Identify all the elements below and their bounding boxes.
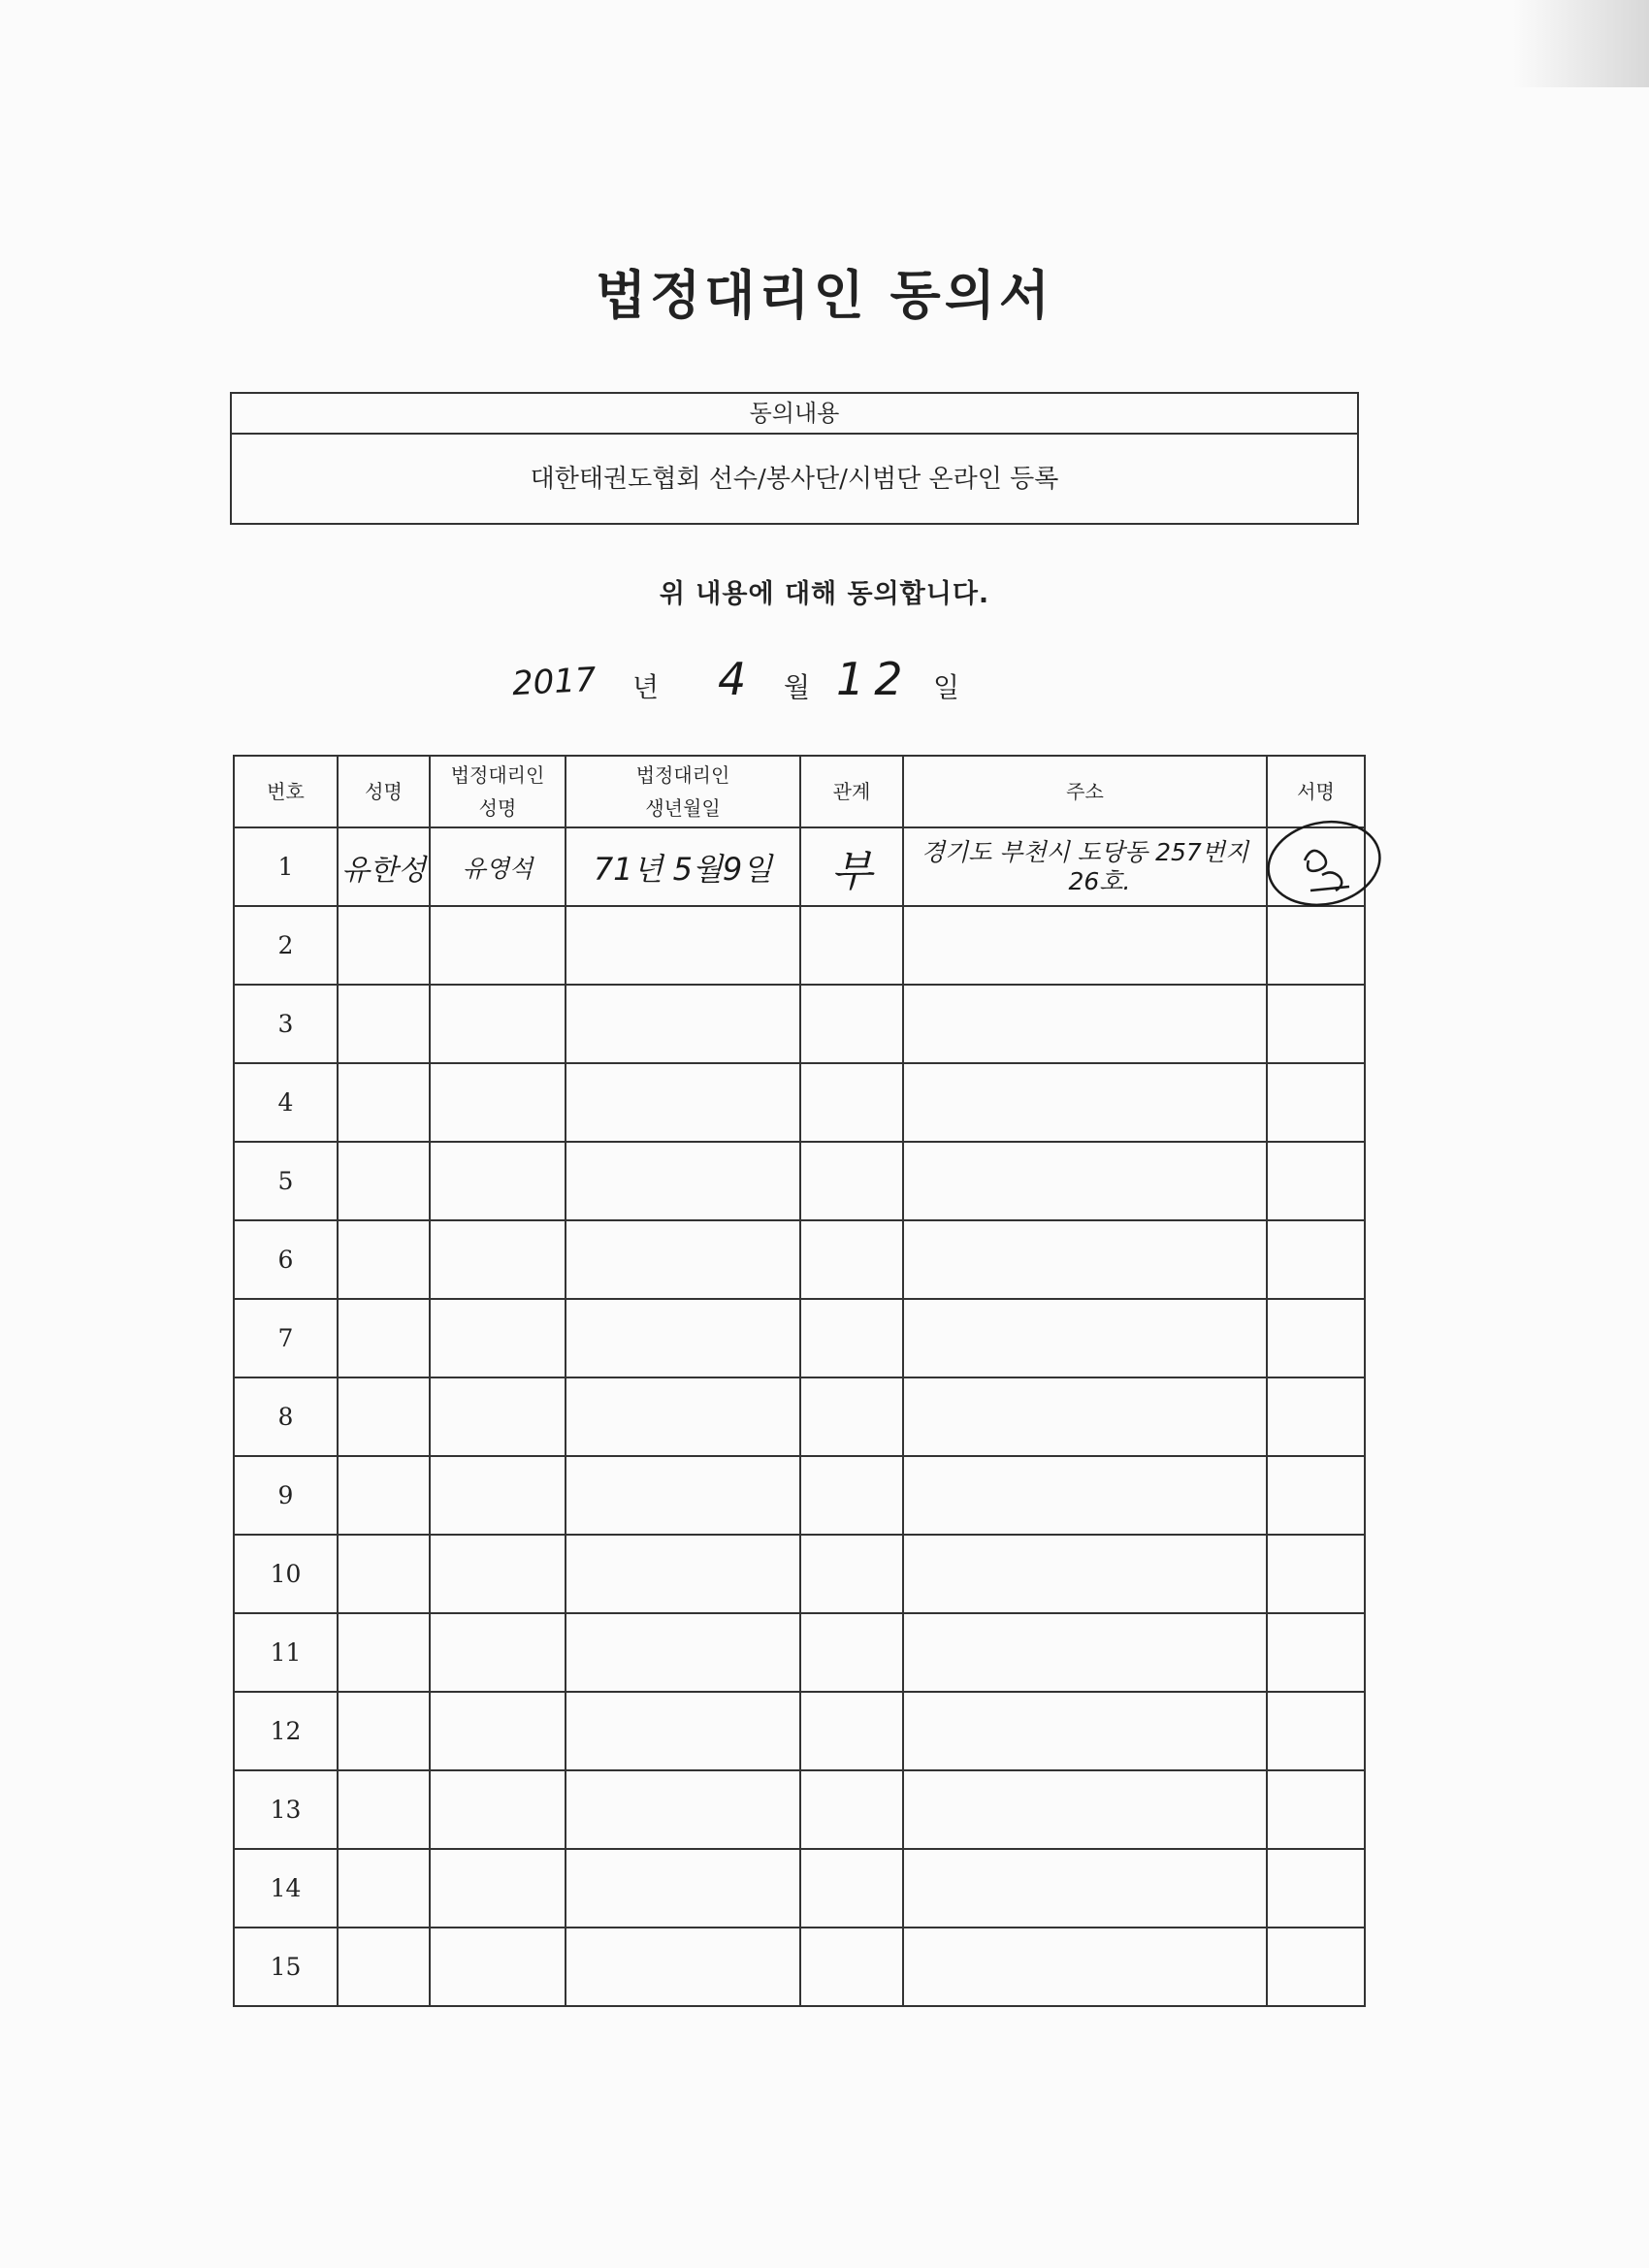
row-guardian-birth: 71년 5월9일 [566,827,800,906]
row-relation [800,1220,903,1299]
row-signature [1267,827,1365,906]
date-day-label: 일 [933,671,960,703]
date-year-label: 년 [632,671,660,703]
row-name [338,1377,430,1456]
row-guardian-name [430,1613,566,1692]
row-no: 4 [234,1063,338,1142]
row-guardian-birth [566,1692,800,1770]
row-no: 3 [234,985,338,1063]
row-relation [800,1770,903,1849]
header-guardian-name-line2: 성명 [478,796,517,820]
consent-box [230,392,1359,525]
date-month: 4 [718,653,747,705]
header-guardian-birth-line2: 생년월일 [645,796,721,820]
row-guardian-birth [566,1849,800,1928]
row-address [903,1456,1267,1535]
table-row [234,906,1365,985]
table-header-row [234,756,1365,827]
row-name [338,906,430,985]
row-name [338,1220,430,1299]
row-address [903,827,1267,906]
table-row [234,985,1365,1063]
row-name: 유한성 [338,827,430,906]
row-relation [800,1535,903,1613]
row-guardian-birth [566,1535,800,1613]
row-guardian-name [430,1770,566,1849]
row-address [903,1613,1267,1692]
row-signature [1267,906,1365,985]
row-address-line2: 26호. [1068,866,1131,895]
row-no: 11 [234,1613,338,1692]
table-row [234,1299,1365,1377]
agree-statement: 위 내용에 대해 동의합니다. [659,579,990,609]
registration-table [233,755,1366,2007]
row-signature [1267,1613,1365,1692]
row-address [903,985,1267,1063]
row-no: 15 [234,1928,338,2006]
row-no: 6 [234,1220,338,1299]
row-guardian-name [430,906,566,985]
row-no: 14 [234,1849,338,1928]
row-no: 13 [234,1770,338,1849]
row-name [338,985,430,1063]
row-guardian-name [430,1456,566,1535]
row-guardian-name [430,1220,566,1299]
row-name [338,1456,430,1535]
row-guardian-birth [566,906,800,985]
header-name: 성명 [338,756,430,827]
row-address [903,1299,1267,1377]
row-guardian-name [430,1063,566,1142]
row-signature [1267,1456,1365,1535]
date-day: 12 [836,653,913,705]
row-guardian-name [430,1928,566,2006]
row-address-line1: 경기도 부천시 도당동 257번지 [921,837,1249,866]
row-relation [800,906,903,985]
row-address [903,1849,1267,1928]
row-signature [1267,1692,1365,1770]
table-row [234,1770,1365,1849]
row-name [338,1299,430,1377]
row-relation [800,1063,903,1142]
row-guardian-birth [566,1377,800,1456]
table-row [234,1613,1365,1692]
header-guardian-birth-line1: 법정대리인 [635,763,730,787]
row-signature [1267,1142,1365,1220]
row-signature [1267,1220,1365,1299]
row-no: 9 [234,1456,338,1535]
row-guardian-birth [566,1613,800,1692]
row-address [903,1770,1267,1849]
row-address [903,1063,1267,1142]
row-guardian-birth [566,985,800,1063]
row-guardian-name [430,985,566,1063]
row-name [338,1770,430,1849]
header-address: 주소 [903,756,1267,827]
table-row [234,1063,1365,1142]
consent-header: 동의내용 [232,394,1357,435]
header-no: 번호 [234,756,338,827]
date-month-label: 월 [784,671,811,703]
row-relation [800,1377,903,1456]
date-year: 2017 [511,660,598,704]
table-row [234,1142,1365,1220]
row-guardian-name [430,1299,566,1377]
row-no: 1 [234,827,338,906]
row-address [903,1142,1267,1220]
row-relation [800,1613,903,1692]
row-guardian-birth [566,1456,800,1535]
row-address [903,1220,1267,1299]
row-name [338,1849,430,1928]
row-signature [1267,1299,1365,1377]
table-row [234,827,1365,906]
row-no: 5 [234,1142,338,1220]
row-guardian-birth [566,1299,800,1377]
table-row [234,1456,1365,1535]
table-row [234,1220,1365,1299]
row-relation [800,1456,903,1535]
row-signature [1267,1849,1365,1928]
row-relation [800,1299,903,1377]
header-guardian-birth [566,756,800,827]
date-line [0,655,1649,713]
table-row [234,1928,1365,2006]
row-guardian-name [430,1849,566,1928]
table-row [234,1377,1365,1456]
row-signature [1267,1770,1365,1849]
row-name [338,1928,430,2006]
row-name [338,1535,430,1613]
row-no: 7 [234,1299,338,1377]
row-relation: 부 [800,827,903,906]
scan-edge-shadow [1513,0,1649,87]
row-guardian-name [430,1692,566,1770]
row-address [903,1928,1267,2006]
row-signature [1267,1063,1365,1142]
row-guardian-name [430,1142,566,1220]
row-no: 8 [234,1377,338,1456]
row-signature [1267,985,1365,1063]
row-relation [800,985,903,1063]
row-no: 10 [234,1535,338,1613]
consent-content: 대한태권도협회 선수/봉사단/시범단 온라인 등록 [530,465,1059,494]
table-row [234,1849,1365,1928]
row-address [903,1535,1267,1613]
row-guardian-name [430,1535,566,1613]
row-relation [800,1692,903,1770]
row-name [338,1063,430,1142]
header-signature: 서명 [1267,756,1365,827]
row-guardian-birth [566,1063,800,1142]
row-guardian-name [430,1377,566,1456]
row-signature [1267,1928,1365,2006]
row-relation [800,1142,903,1220]
row-guardian-birth [566,1220,800,1299]
row-signature [1267,1535,1365,1613]
row-name [338,1692,430,1770]
row-name [338,1613,430,1692]
row-no: 2 [234,906,338,985]
row-address [903,1377,1267,1456]
signature-mark [1266,807,1392,914]
header-relation: 관계 [800,756,903,827]
row-guardian-birth [566,1928,800,2006]
row-address [903,906,1267,985]
row-address [903,1692,1267,1770]
row-no: 12 [234,1692,338,1770]
row-guardian-birth [566,1770,800,1849]
table-row [234,1692,1365,1770]
header-guardian-name [430,756,566,827]
row-guardian-name: 유영석 [430,827,566,906]
header-guardian-name-line1: 법정대리인 [450,763,545,787]
page-title: 법정대리인 동의서 [595,264,1054,326]
row-relation [800,1849,903,1928]
row-name [338,1142,430,1220]
row-signature [1267,1377,1365,1456]
row-relation [800,1928,903,2006]
table-row [234,1535,1365,1613]
row-guardian-birth [566,1142,800,1220]
